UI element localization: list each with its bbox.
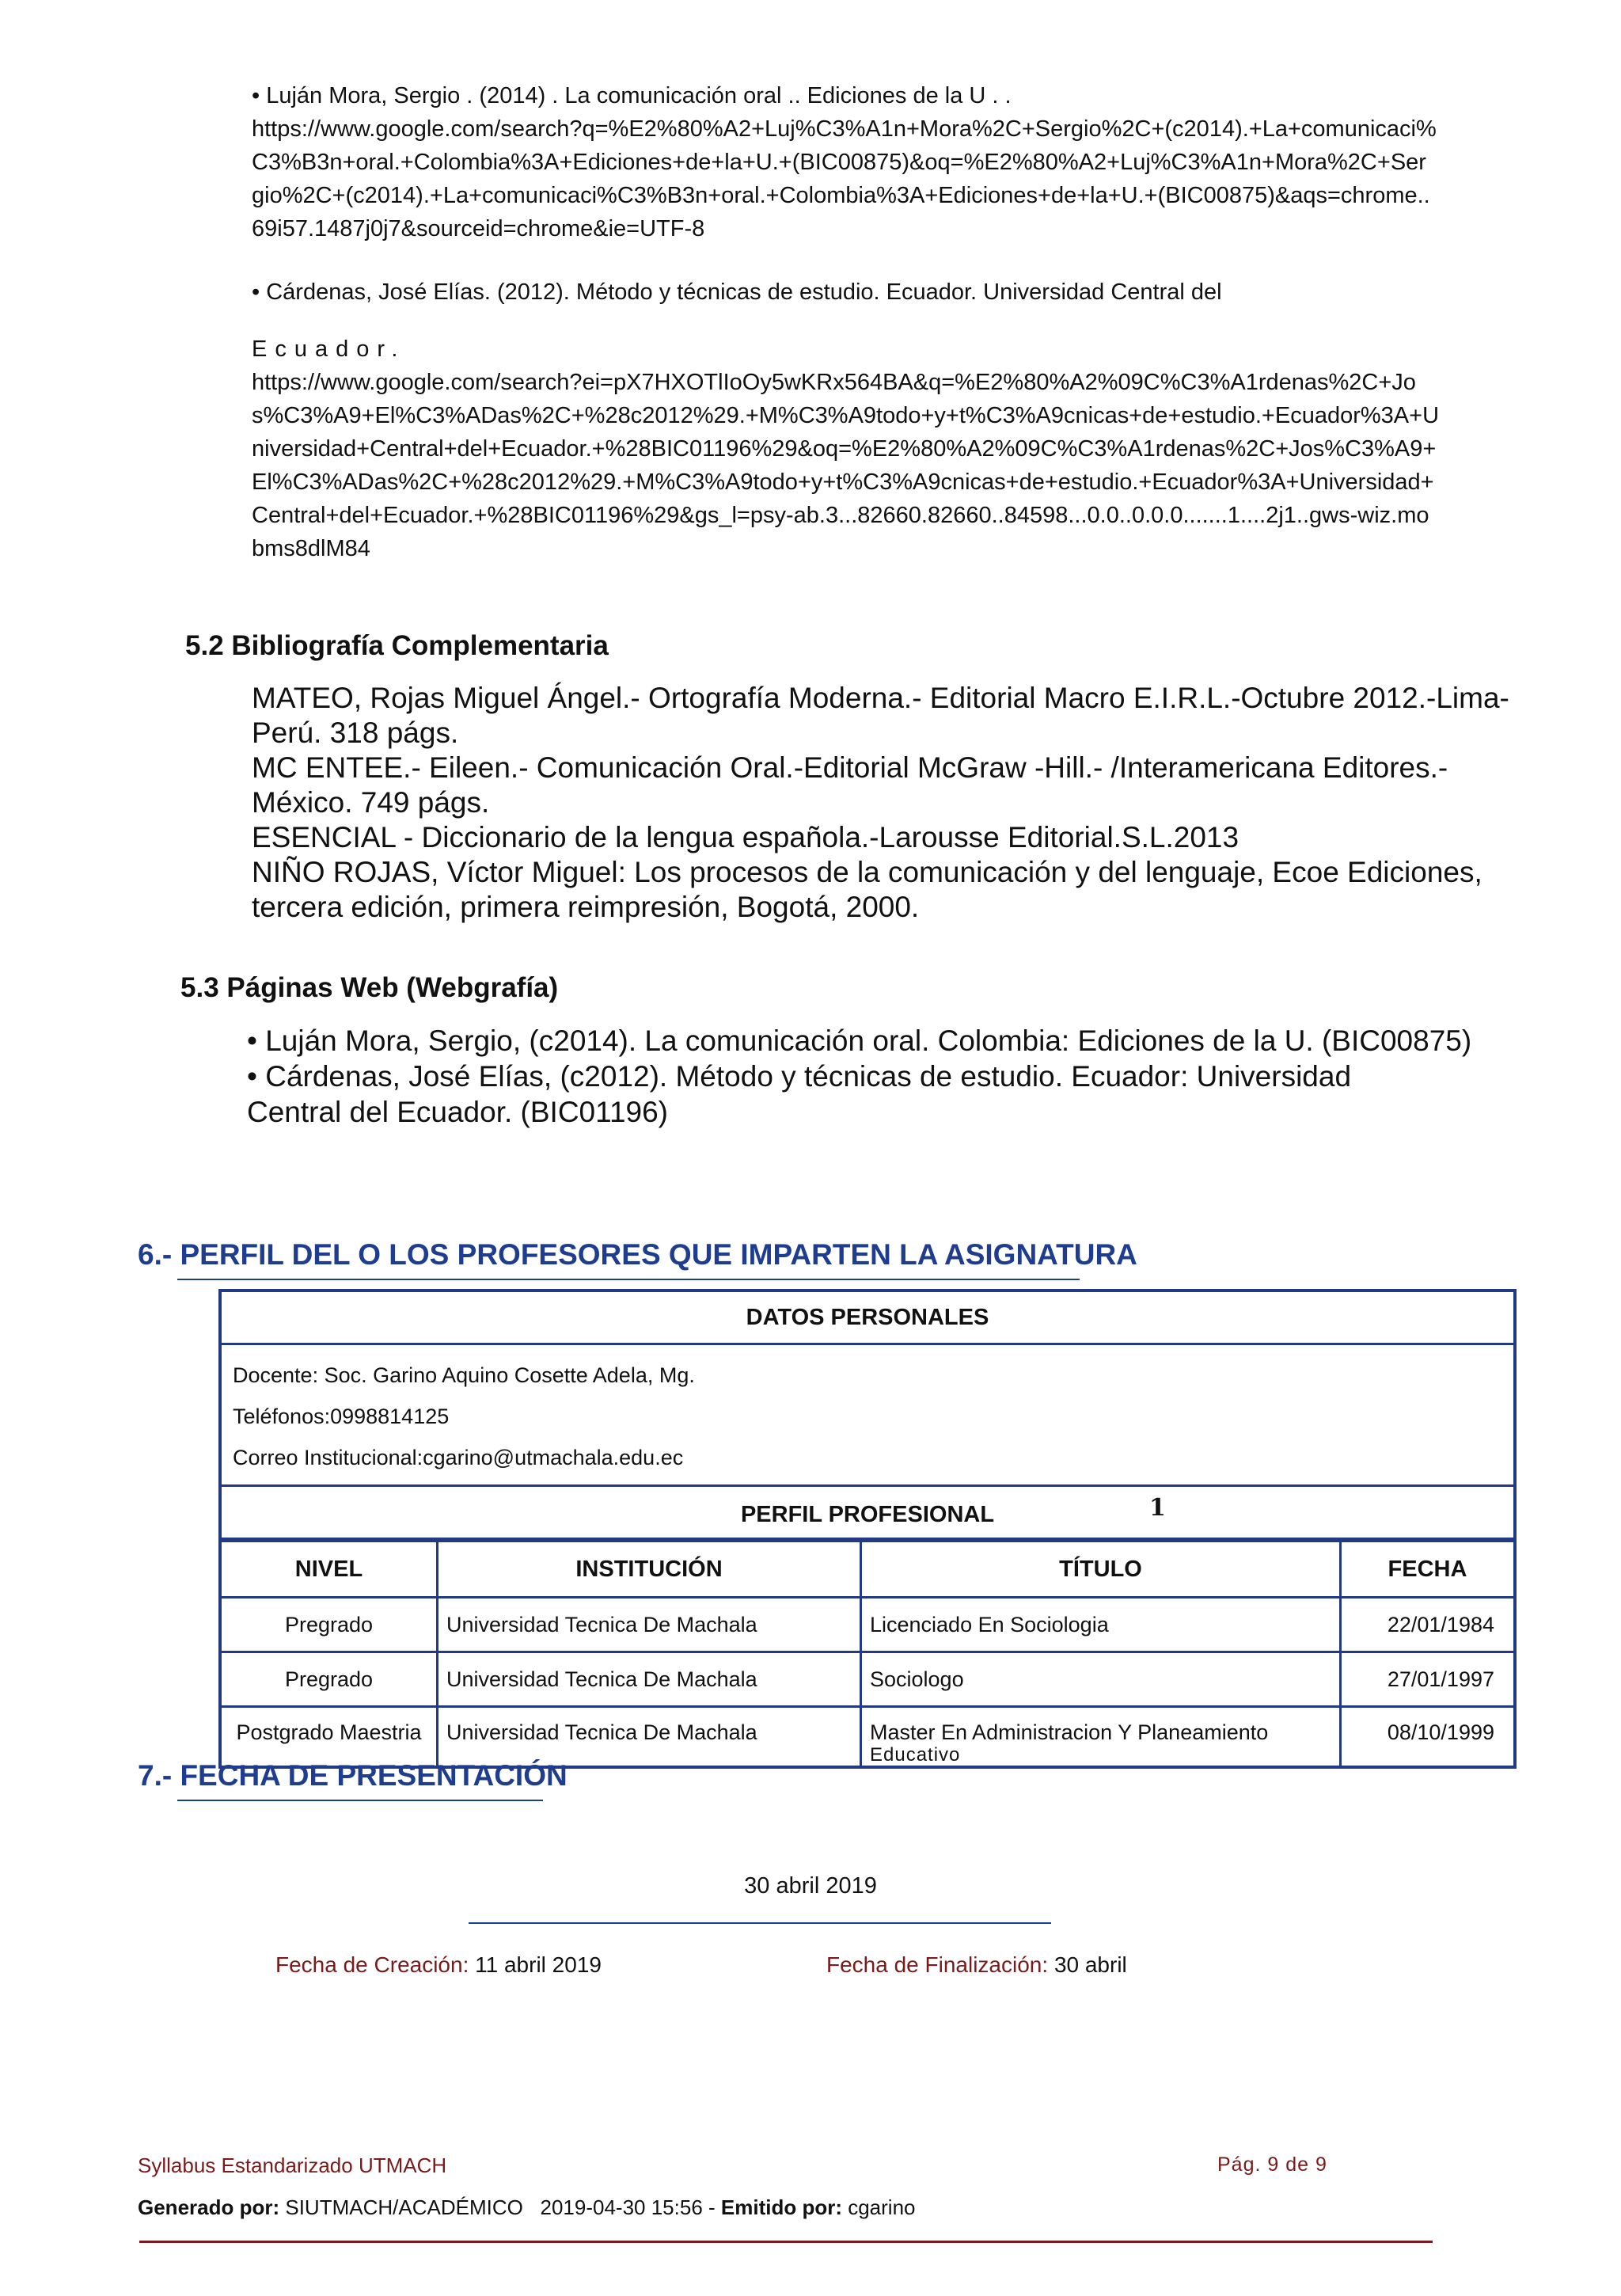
footer-page-number: Pág. 9 de 9	[1217, 2153, 1327, 2176]
reference-2-url[interactable]: https://www.google.com/search?ei=pX7HXOTlIoOy5wKRx564BA&q=%E2%80%A2%09C%C3%A1rdenas%2C+Jos%C3%A9+El%C3%ADas%2C+%28c2012%29.+M%C3%A9todo+y+t%C3%A9cnicas+de+estudio.+Ecuador%3A+Universidad+Central+del+Ecuador.+%28BIC01196%29&oq=%E2%80%A2%09C%C3%A1rdenas%2C+Jos%C3%A9+El%C3%ADas%2C+%28c2012%29.+M%C3%A9todo+y+t%C3%A9cnicas+de+estudio.+Ecuador%3A+Universidad+Central+del+Ecuador.+%28BIC01196%29&gs_l=psy-ab.3...82660.82660..84598...0.0..0.0.0.......1....2j1..gws-wiz.mobms8dlM84	[252, 370, 1440, 561]
creation-date	[275, 1952, 602, 1978]
web-entry: • Luján Mora, Sergio, (c2014). La comunicación oral. Colombia: Ediciones de la U. (BIC00875)	[247, 1024, 1472, 1057]
section-6-title: 6.- PERFIL DEL O LOS PROFESORES QUE IMPARTEN LA ASIGNATURA	[138, 1238, 1137, 1271]
cell-titulo-main: Master En Administracion Y Planeamiento	[870, 1720, 1269, 1744]
table-header-row	[222, 1541, 1513, 1598]
cell-institucion: Universidad Tecnica De Machala	[438, 1707, 861, 1766]
generated-label: Generado por:	[138, 2195, 280, 2219]
professional-profile-label: PERFIL PROFESIONAL	[740, 1502, 995, 1527]
cell-institucion: Universidad Tecnica De Machala	[438, 1652, 861, 1707]
personal-data	[222, 1345, 1513, 1487]
column-header-institucion: INSTITUCIÓN	[438, 1541, 861, 1598]
column-header-nivel: NIVEL	[222, 1541, 438, 1598]
section-7-title: 7.- FECHA DE PRESENTACIÓN	[138, 1759, 568, 1792]
cell-nivel: Pregrado	[222, 1652, 438, 1707]
issued-label: Emitido por:	[720, 2195, 842, 2219]
reference-2-tail: Ecuador.	[252, 336, 406, 362]
professional-profile-header	[222, 1487, 1513, 1540]
cell-fecha: 08/10/1999	[1341, 1707, 1514, 1766]
issued-value: cgarino	[841, 2195, 916, 2219]
complementary-bibliography-title: 5.2 Bibliografía Complementaria	[185, 630, 609, 661]
creation-date-value: 11 abril 2019	[475, 1952, 602, 1977]
page-marker: 1	[1149, 1494, 1166, 1522]
cell-titulo	[861, 1707, 1341, 1766]
complementary-entry: ESENCIAL - Diccionario de la lengua española.-Larousse Editorial.S.L.2013	[252, 821, 1239, 853]
table-row	[222, 1707, 1513, 1766]
reference-2: • Cárdenas, José Elías. (2012). Método y técnicas de estudio. Ecuador. Universidad Central del	[252, 279, 1222, 305]
teacher-profile-table	[218, 1289, 1517, 1769]
cell-fecha: 27/01/1997	[1341, 1652, 1514, 1707]
table-row	[222, 1598, 1513, 1652]
finish-date	[826, 1952, 1127, 1978]
cell-nivel: Pregrado	[222, 1598, 438, 1652]
webography-title: 5.3 Páginas Web (Webgrafía)	[180, 972, 559, 1003]
teacher-name: Docente: Soc. Garino Aquino Cosette Adela, Mg.	[233, 1363, 695, 1387]
web-entry: • Cárdenas, José Elías, (c2012). Método y técnicas de estudio. Ecuador: Universidad Central del Ecuador. (BIC01196)	[247, 1060, 1352, 1128]
footer-generated	[138, 2195, 915, 2220]
column-header-fecha: FECHA	[1341, 1541, 1514, 1598]
webography-list	[247, 1023, 1545, 1130]
reference-1-url[interactable]: https://www.google.com/search?q=%E2%80%A2+Luj%C3%A1n+Mora%2C+Sergio%2C+(c2014).+La+comunicaci%C3%B3n+oral.+Colombia%3A+Ediciones+de+la+U.+(BIC00875)&oq=%E2%80%A2+Luj%C3%A1n+Mora%2C+Sergio%2C+(c2014).+La+comunicaci%C3%B3n+oral.+Colombia%3A+Ediciones+de+la+U.+(BIC00875)&aqs=chrome..69i57.1487j0j7&sourceid=chrome&ie=UTF-8	[252, 116, 1437, 241]
presentation-date-line	[469, 1922, 1051, 1924]
basic-bibliography	[252, 79, 1439, 565]
finish-date-value: 30 abril	[1053, 1952, 1127, 1977]
cell-titulo-sub: Educativo	[870, 1744, 961, 1766]
complementary-entry: NIÑO ROJAS, Víctor Miguel: Los procesos de la comunicación y del lenguaje, Ecoe Ediciones, tercera edición, primera reimpresión, Bogotá, 2000.	[252, 856, 1482, 923]
column-header-titulo: TÍTULO	[861, 1541, 1341, 1598]
cell-titulo: Sociologo	[861, 1652, 1341, 1707]
section-6-underline	[177, 1279, 1080, 1280]
cell-fecha: 22/01/1984	[1341, 1598, 1514, 1652]
presentation-date: 30 abril 2019	[744, 1873, 877, 1899]
teacher-phone: Teléfonos:0998814125	[233, 1405, 450, 1428]
complementary-entry: MC ENTEE.- Eileen.- Comunicación Oral.-Editorial McGraw -Hill.- /Interamericana Editores.- México. 749 págs.	[252, 751, 1448, 819]
complementary-list	[252, 681, 1518, 925]
reference-1: • Luján Mora, Sergio . (2014) . La comunicación oral .. Ediciones de la U . .	[252, 83, 1012, 108]
generated-value: SIUTMACH/ACADÉMICO 2019-04-30 15:56 -	[279, 2195, 721, 2219]
degrees-table	[222, 1540, 1513, 1766]
teacher-email: Correo Institucional:cgarino@utmachala.edu.ec	[233, 1446, 684, 1469]
personal-data-header: DATOS PERSONALES	[222, 1292, 1513, 1345]
footer-doc-name: Syllabus Estandarizado UTMACH	[138, 2153, 447, 2177]
cell-titulo: Licenciado En Sociologia	[861, 1598, 1341, 1652]
cell-institucion: Universidad Tecnica De Machala	[438, 1598, 861, 1652]
footer-rule	[139, 2241, 1433, 2243]
complementary-entry: MATEO, Rojas Miguel Ángel.- Ortografía Moderna.- Editorial Macro E.I.R.L.-Octubre 2012.-Lima-Perú. 318 págs.	[252, 682, 1509, 749]
cell-nivel: Postgrado Maestria	[222, 1707, 438, 1766]
table-row	[222, 1652, 1513, 1707]
finish-date-label: Fecha de Finalización:	[826, 1952, 1049, 1977]
creation-date-label: Fecha de Creación:	[275, 1952, 469, 1977]
section-7-underline	[177, 1800, 543, 1801]
